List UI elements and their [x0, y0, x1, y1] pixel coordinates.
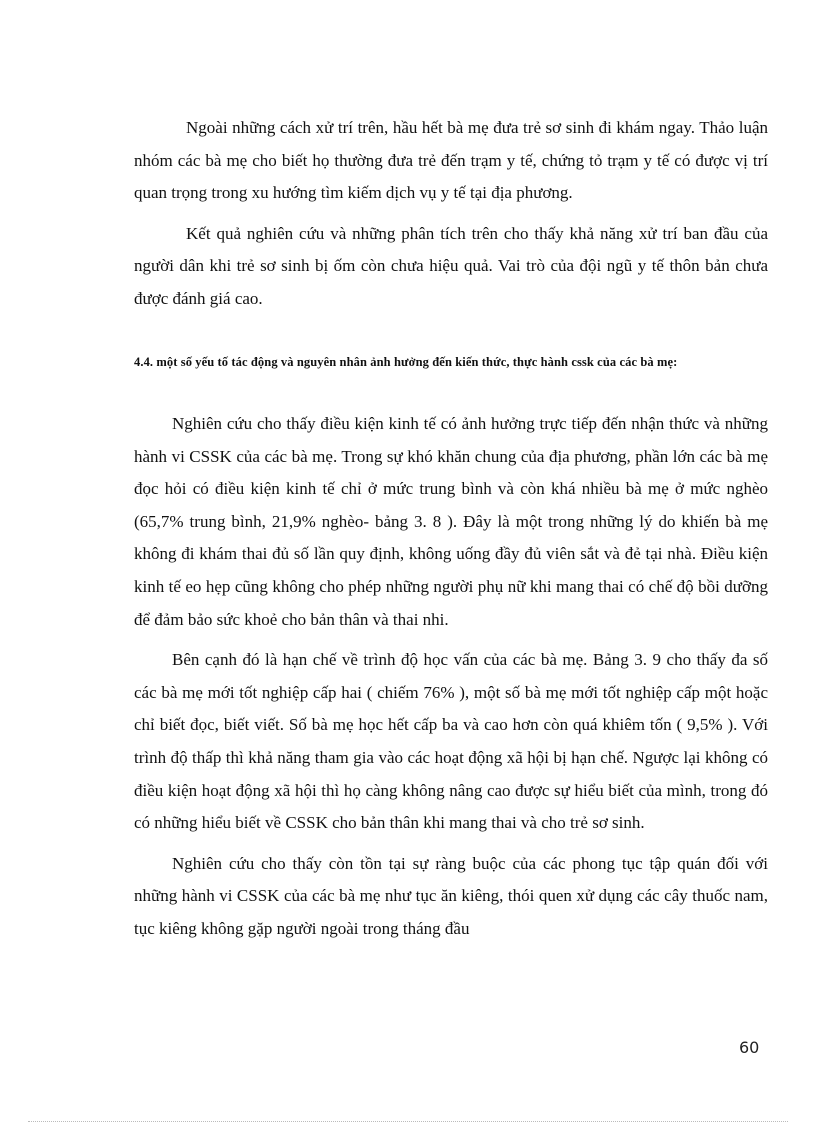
section-heading-block	[134, 352, 768, 373]
paragraph-customs: Nghiên cứu cho thấy còn tồn tại sự ràng buộc của các phong tục tập quán đối với những hành vi CSSK của các bà mẹ như tục ăn kiêng, thói quen xử dụng các cây thuốc nam, tục kiêng không gặp người ngoài trong tháng đầu	[134, 853, 768, 938]
paragraph-economic-conditions: Nghiên cứu cho thấy điều kiện kinh tế có ảnh hưởng trực tiếp đến nhận thức và những hành vi CSSK của các bà mẹ. Trong sự khó khăn chung của địa phương, phần lớn các bà mẹ đọc hỏi có điều kiện kinh tế chỉ ở mức trung bình và còn khá nhiều bà mẹ ở mức nghèo (65,7% trung bình, 21,9% nghèo- bảng 3. 8 ). Đây là một trong những lý do khiến bà mẹ không đi khám thai đủ số lần quy định, không uống đầy đủ viên sắt và đẻ tại nhà. Điều kiện kinh tế eo hẹp cũng không cho phép những người phụ nữ khi mang thai có chế độ bồi dưỡng để đảm bảo sức khoẻ cho bản thân và thai nhi.	[134, 414, 768, 629]
paragraph-treatment-behavior: Ngoài những cách xử trí trên, hầu hết bà mẹ đưa trẻ sơ sinh đi khám ngay. Thảo luận nhóm các bà mẹ cho biết họ thường đưa trẻ đến trạm y tế, chứng tỏ trạm y tế có được vị trí quan trọng trong xu hướng tìm kiếm dịch vụ y tế tại địa phương.	[134, 118, 768, 203]
page-bottom-divider	[28, 1121, 788, 1122]
page-number: 60	[739, 1038, 760, 1057]
paragraph-education-level: Bên cạnh đó là hạn chế về trình độ học vấn của các bà mẹ. Bảng 3. 9 cho thấy đa số các bà mẹ mới tốt nghiệp cấp hai ( chiếm 76% ), một số bà mẹ mới tốt nghiệp cấp một hoặc chỉ biết đọc, biết viết. Số bà mẹ học hết cấp ba và cao hơn còn quá khiêm tốn ( 9,5% ). Với trình độ thấp thì khả năng tham gia vào các hoạt động xã hội bị hạn chế. Ngược lại không có điều kiện hoạt động xã hội thì họ càng không nâng cao được sự hiểu biết của mình, trong đó có những hiểu biết về CSSK cho bản thân khi mang thai và cho trẻ sơ sinh.	[134, 650, 768, 833]
bottom-text-block	[134, 408, 768, 946]
section-heading: 4.4. một số yếu tố tác động và nguyên nhân ảnh hưởng đến kiến thức, thực hành cssk của các bà mẹ:	[134, 355, 678, 369]
top-text-block	[134, 112, 768, 316]
paragraph-research-results: Kết quả nghiên cứu và những phân tích trên cho thấy khả năng xử trí ban đầu của người dân khi trẻ sơ sinh bị ốm còn chưa hiệu quả. Vai trò của đội ngũ y tế thôn bản chưa được đánh giá cao.	[134, 223, 768, 308]
